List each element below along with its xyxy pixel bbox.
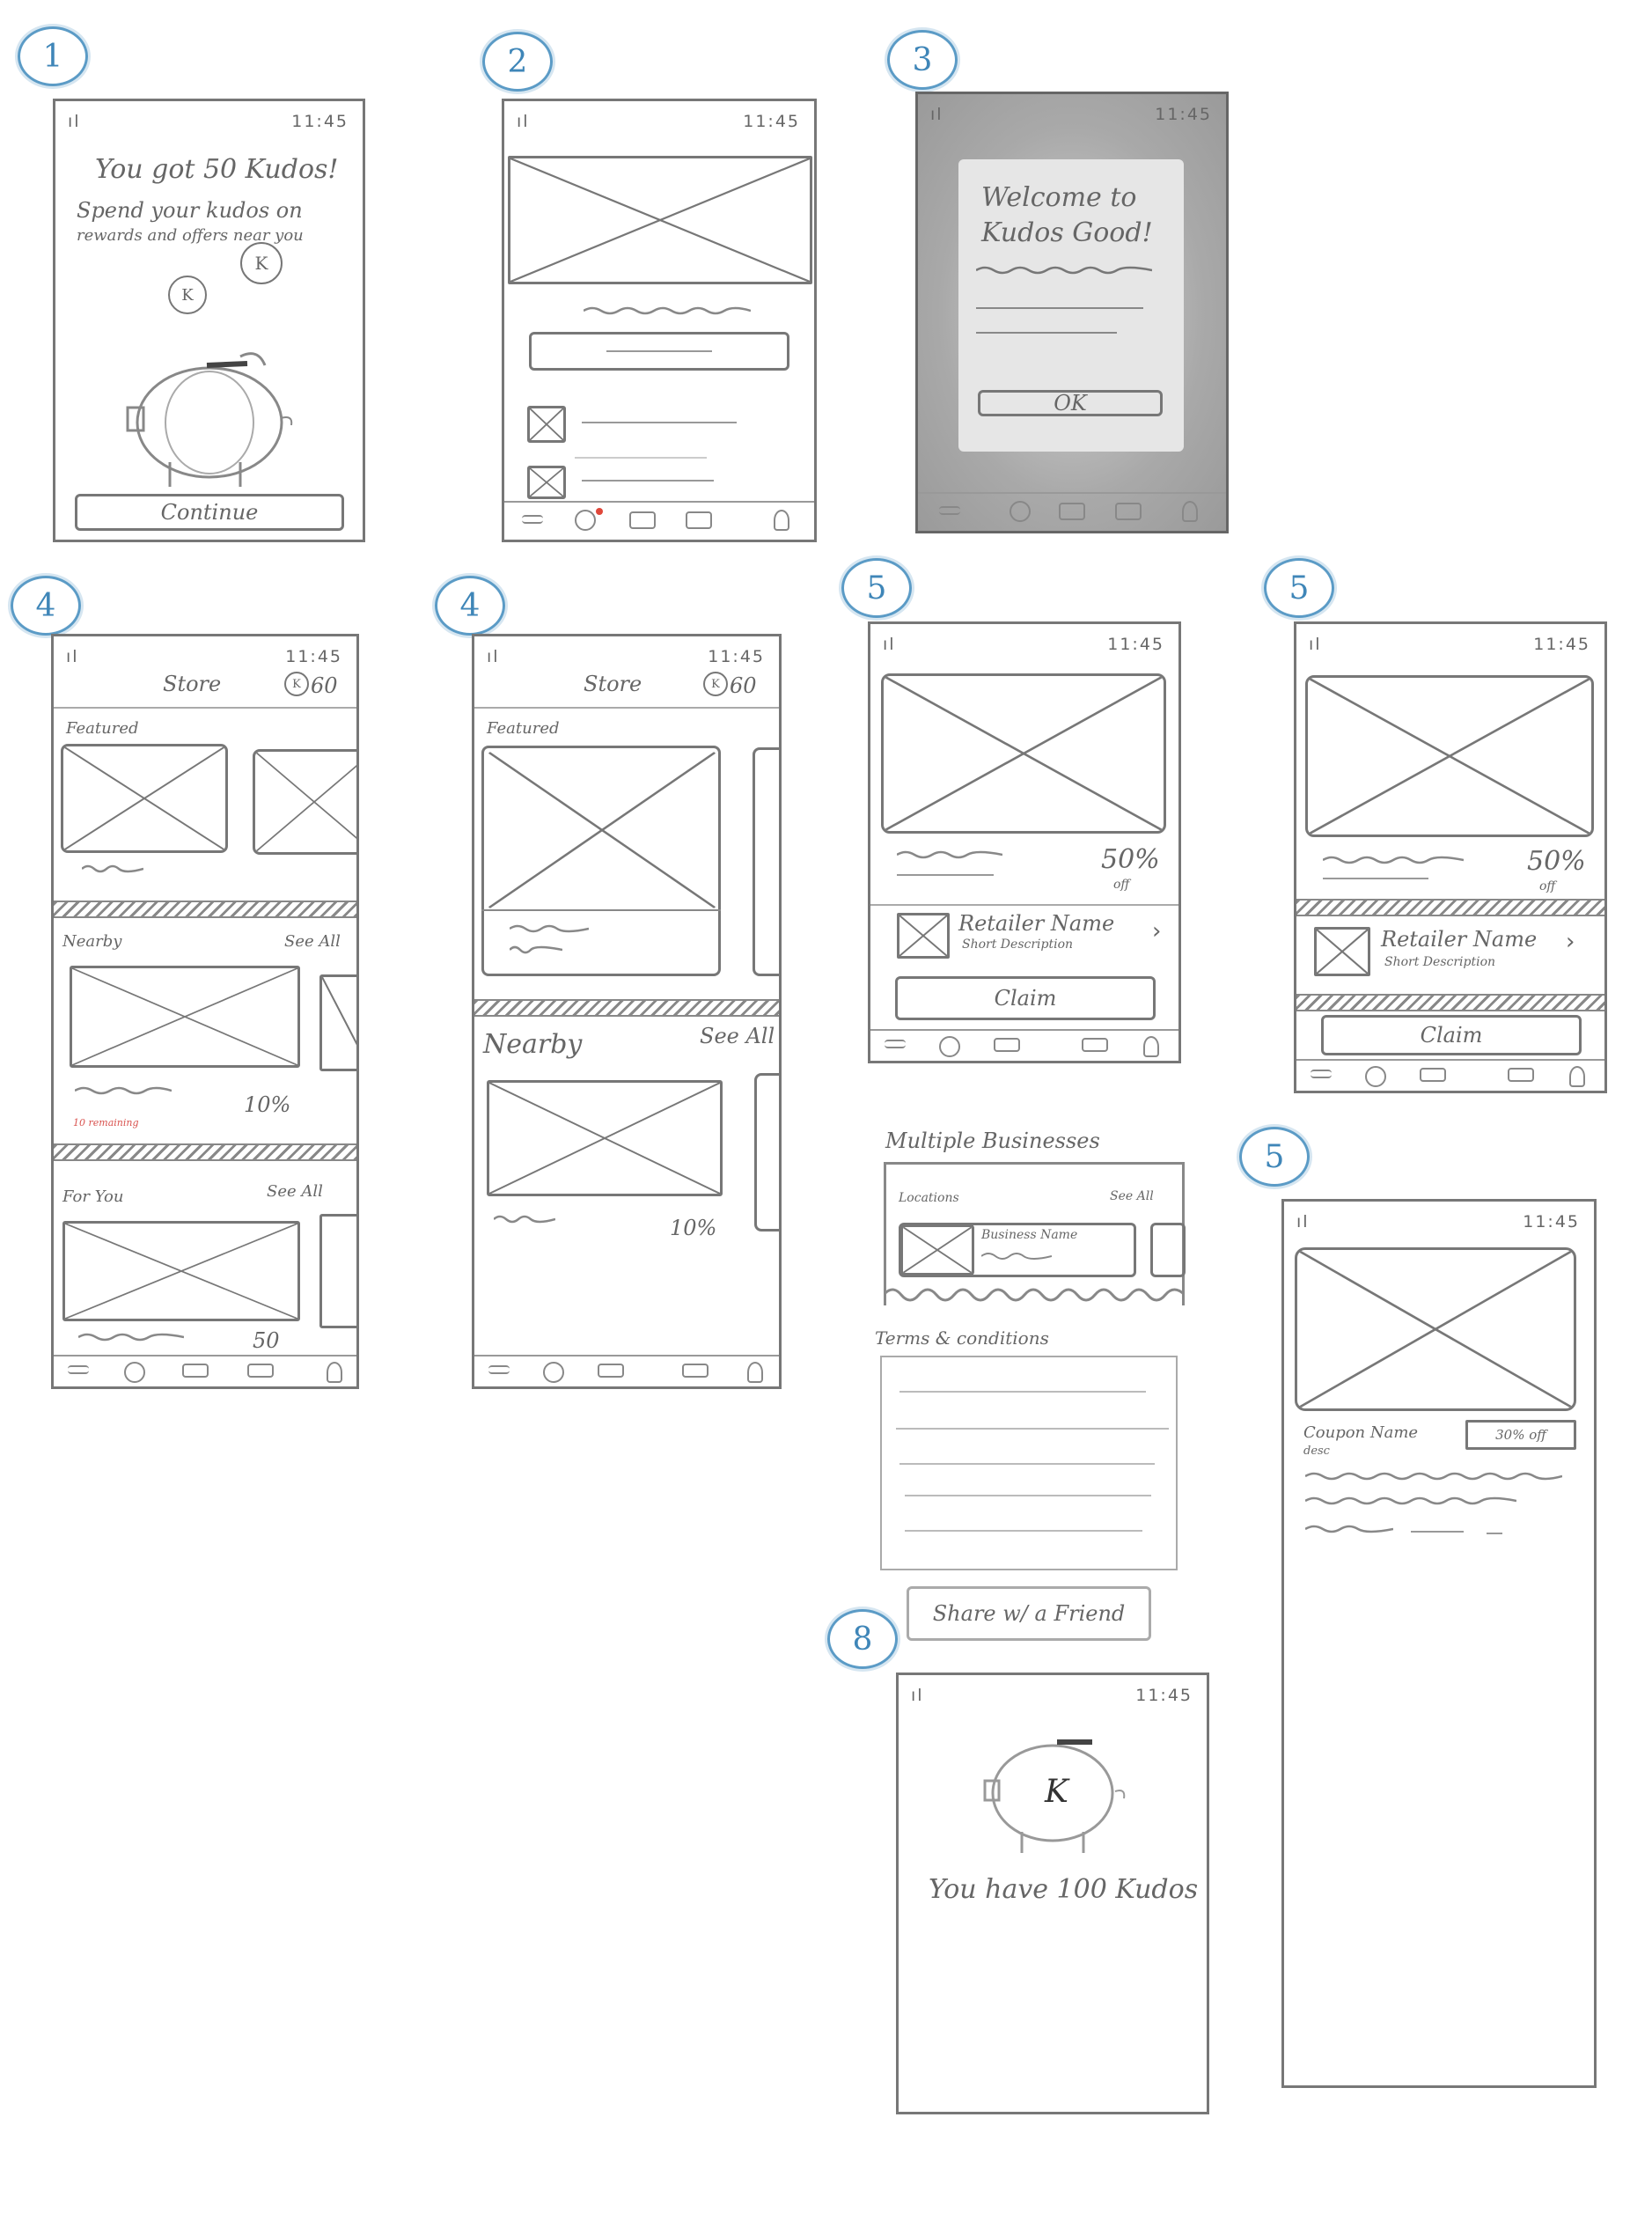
featured-card-next [753, 747, 782, 976]
discount-badge: 30% off [1465, 1420, 1576, 1450]
terms-line [896, 1428, 1169, 1430]
tab-kudos[interactable] [124, 1362, 145, 1383]
tab-wallet[interactable] [1082, 1038, 1108, 1052]
step-badge-2: 2 [482, 32, 553, 92]
status-time: 11:45 [285, 647, 342, 666]
tab-feed[interactable] [1311, 1070, 1332, 1078]
for-you-title-scribble [78, 1332, 184, 1342]
status-time: 11:45 [1135, 1686, 1193, 1705]
tab-kudos[interactable] [939, 1036, 960, 1057]
torn-edge [884, 1284, 1185, 1305]
screen-welcome-modal [915, 92, 1229, 533]
tab-kudos[interactable] [575, 510, 596, 531]
featured-card-image [487, 751, 717, 909]
coupon-image [1295, 1247, 1576, 1411]
offer-percent: 50% [1101, 844, 1160, 875]
offer-percent: 50% [1527, 846, 1586, 877]
kudos-coin-icon: K [1045, 1774, 1068, 1810]
tab-store[interactable] [598, 1364, 624, 1378]
welcome-title: Welcome to Kudos Good! [981, 182, 1153, 248]
welcome-dialog [958, 159, 1184, 452]
tab-wallet[interactable] [682, 1364, 709, 1378]
ok-button[interactable]: OK [978, 390, 1163, 416]
headline-scribble [584, 305, 751, 316]
step-badge-4: 4 [11, 576, 81, 636]
tab-kudos[interactable] [543, 1362, 564, 1383]
terms-box [880, 1356, 1178, 1570]
signal-icon: ıl [883, 635, 896, 654]
tab-store[interactable] [182, 1364, 209, 1378]
tab-store[interactable] [994, 1038, 1020, 1052]
signal-icon: ıl [1296, 1212, 1310, 1231]
signal-icon: ıl [487, 647, 500, 666]
featured-heading: Featured [487, 719, 560, 738]
piggy-bank-icon [108, 339, 319, 497]
section-divider [1296, 899, 1604, 916]
status-time: 11:45 [291, 112, 349, 131]
claim-button[interactable]: Claim [1321, 1015, 1582, 1055]
list-thumbnail [527, 406, 566, 443]
nearby-card-next [754, 1073, 782, 1231]
screen-store [51, 634, 359, 1389]
step-badge-1: 1 [18, 26, 88, 86]
for-you-card-image [62, 1221, 300, 1321]
screen-onboarding-kudos [53, 99, 365, 542]
body-line [976, 307, 1143, 309]
list-thumbnail [527, 466, 566, 499]
tab-profile[interactable] [774, 510, 789, 531]
coupon-body-line [1487, 1533, 1502, 1534]
coupon-body-line [1411, 1531, 1464, 1533]
nearby-title-scribble [75, 1085, 172, 1096]
signal-icon: ıl [68, 112, 81, 131]
tab-store[interactable] [629, 511, 656, 529]
card-sub-scribble [510, 945, 562, 955]
tab-bar [474, 1355, 779, 1386]
offer-title-scribble [897, 849, 1002, 860]
store-header: Store [584, 672, 642, 696]
tab-wallet[interactable] [247, 1364, 274, 1378]
screen-offer-detail-alt [1294, 621, 1607, 1093]
offer-off-label: off [1113, 878, 1130, 892]
card-title-scribble [510, 923, 589, 934]
status-time: 11:45 [1107, 635, 1164, 654]
for-you-see-all-link[interactable]: See All [267, 1182, 323, 1201]
chevron-right-icon[interactable]: › [1566, 929, 1575, 955]
nearby-heading: Nearby [483, 1029, 583, 1060]
status-time: 11:45 [1523, 1212, 1580, 1231]
locations-section [884, 1162, 1185, 1305]
status-time: 11:45 [1533, 635, 1590, 654]
multiple-businesses-heading: Multiple Businesses [885, 1129, 1100, 1153]
tab-store[interactable] [1059, 503, 1085, 520]
featured-card-image-next [253, 749, 359, 855]
tab-feed[interactable] [939, 506, 960, 515]
kudos-balance-message: You have 100 Kudos [929, 1874, 1199, 1905]
tab-bar [918, 492, 1226, 531]
tab-feed[interactable] [885, 1040, 906, 1048]
tab-kudos[interactable] [1010, 501, 1031, 522]
business-thumbnail [900, 1224, 974, 1276]
section-divider [54, 901, 359, 918]
kudos-note: rewards and offers near you [77, 226, 304, 245]
tab-wallet[interactable] [1508, 1068, 1534, 1082]
locations-see-all-link[interactable]: See All [1110, 1189, 1154, 1203]
signal-icon: ıl [911, 1686, 924, 1705]
terms-line [905, 1495, 1151, 1496]
primary-action-button[interactable] [529, 332, 789, 371]
nearby-discount: 10% [244, 1092, 291, 1117]
retailer-name: Retailer Name [1381, 927, 1538, 952]
coin-balance: 60 [730, 673, 757, 698]
kudos-coin-icon: K [284, 672, 309, 696]
section-divider [54, 1143, 359, 1161]
coupon-body-scribble [1305, 1471, 1562, 1481]
signal-icon: ıl [1309, 635, 1322, 654]
retailer-description: Short Description [962, 937, 1074, 952]
status-time: 11:45 [1155, 105, 1212, 124]
kudos-title: You got 50 Kudos! [95, 154, 339, 185]
step-badge-5c: 5 [1239, 1127, 1310, 1187]
tab-store[interactable] [1420, 1068, 1446, 1082]
nearby-card-image [487, 1080, 723, 1196]
signal-icon: ıl [517, 112, 530, 131]
retailer-name: Retailer Name [958, 911, 1115, 936]
body-line [976, 332, 1117, 334]
kudos-coin-icon: K [703, 672, 728, 696]
offer-off-label: off [1539, 879, 1556, 893]
nearby-title-scribble [494, 1214, 555, 1224]
tab-feed[interactable] [68, 1365, 89, 1374]
terms-line [905, 1530, 1142, 1532]
coupon-body-scribble [1305, 1496, 1516, 1506]
step-badge-4b: 4 [435, 576, 505, 636]
for-you-card-image-next [319, 1214, 359, 1328]
step-badge-5: 5 [841, 558, 912, 618]
status-time: 11:45 [708, 647, 765, 666]
list-item-text [582, 422, 737, 423]
list-divider [575, 457, 707, 459]
tab-profile[interactable] [1182, 501, 1198, 522]
notification-dot [596, 508, 603, 515]
tab-profile[interactable] [327, 1362, 342, 1383]
terms-heading: Terms & conditions [875, 1327, 1049, 1349]
status-time: 11:45 [743, 112, 800, 131]
screen-feed [502, 99, 817, 542]
tab-wallet[interactable] [1115, 503, 1142, 520]
claim-button[interactable]: Claim [895, 976, 1156, 1020]
tab-profile[interactable] [1569, 1066, 1585, 1087]
tab-profile[interactable] [1143, 1036, 1159, 1057]
screen-coupon-detail [1281, 1199, 1597, 2088]
body-scribble [976, 265, 1152, 276]
kudos-subtitle: Spend your kudos on [77, 198, 303, 223]
nearby-heading: Nearby [62, 932, 122, 951]
retailer-logo [897, 913, 950, 959]
business-name: Business Name [981, 1228, 1078, 1242]
signal-icon: ıl [930, 105, 943, 124]
continue-button[interactable]: Continue [75, 494, 344, 531]
tab-feed[interactable] [488, 1365, 510, 1374]
tab-bar [1296, 1059, 1604, 1091]
step-badge-5b: 5 [1264, 558, 1334, 618]
step-badge-3: 3 [887, 30, 958, 90]
remaining-count: 10 remaining [73, 1117, 139, 1129]
nearby-card-image [70, 966, 300, 1068]
store-header: Store [163, 672, 222, 696]
tab-kudos[interactable] [1365, 1066, 1386, 1087]
signal-icon: ıl [66, 647, 79, 666]
nearby-see-all-link[interactable]: See All [700, 1024, 775, 1048]
coupon-name: Coupon Name [1303, 1423, 1419, 1442]
screen-store-alt [472, 634, 782, 1389]
tab-bar [870, 1029, 1178, 1061]
card-title-scribble [82, 864, 143, 874]
offer-image [881, 673, 1166, 834]
hero-image-placeholder [508, 156, 812, 284]
share-with-friend-button[interactable]: Share w/ a Friend [907, 1586, 1151, 1641]
retailer-description: Short Description [1384, 955, 1496, 969]
tab-wallet[interactable] [686, 511, 712, 529]
screen-offer-detail [868, 621, 1181, 1063]
step-badge-8: 8 [827, 1609, 898, 1669]
kudos-coin-icon-2: K [168, 276, 207, 314]
tab-feed[interactable] [522, 515, 543, 524]
section-divider [1296, 994, 1604, 1011]
nearby-see-all-link[interactable]: See All [284, 932, 341, 951]
section-divider [870, 904, 1178, 906]
tab-profile[interactable] [747, 1362, 763, 1383]
for-you-heading: For You [62, 1187, 124, 1206]
nearby-discount: 10% [670, 1216, 717, 1240]
chevron-right-icon[interactable]: › [1152, 918, 1162, 945]
coupon-desc: desc [1303, 1445, 1330, 1458]
list-item-text [582, 480, 714, 482]
locations-label: Locations [899, 1191, 959, 1205]
offer-sub-line [1323, 878, 1428, 879]
featured-card-image [61, 744, 228, 853]
coupon-body-scribble [1305, 1524, 1393, 1534]
section-divider [474, 999, 782, 1017]
retailer-logo [1314, 927, 1370, 976]
offer-image [1305, 675, 1594, 837]
terms-line [899, 1463, 1155, 1465]
nearby-card-image-next [319, 974, 359, 1071]
screen-kudos-balance [896, 1673, 1209, 2114]
coin-balance: 60 [311, 673, 338, 698]
offer-sub-line [897, 874, 994, 876]
header-divider [54, 707, 359, 709]
image-divider [481, 909, 721, 911]
offer-title-scribble [1323, 855, 1464, 865]
kudos-coin-icon: K [240, 242, 283, 284]
header-divider [474, 707, 782, 709]
terms-line [899, 1391, 1146, 1393]
tab-bar [504, 501, 814, 540]
for-you-price: 50 [253, 1328, 280, 1353]
business-sub-scribble [981, 1251, 1052, 1261]
featured-heading: Featured [66, 719, 139, 738]
business-card-next [1150, 1223, 1186, 1277]
tab-bar [54, 1355, 356, 1386]
